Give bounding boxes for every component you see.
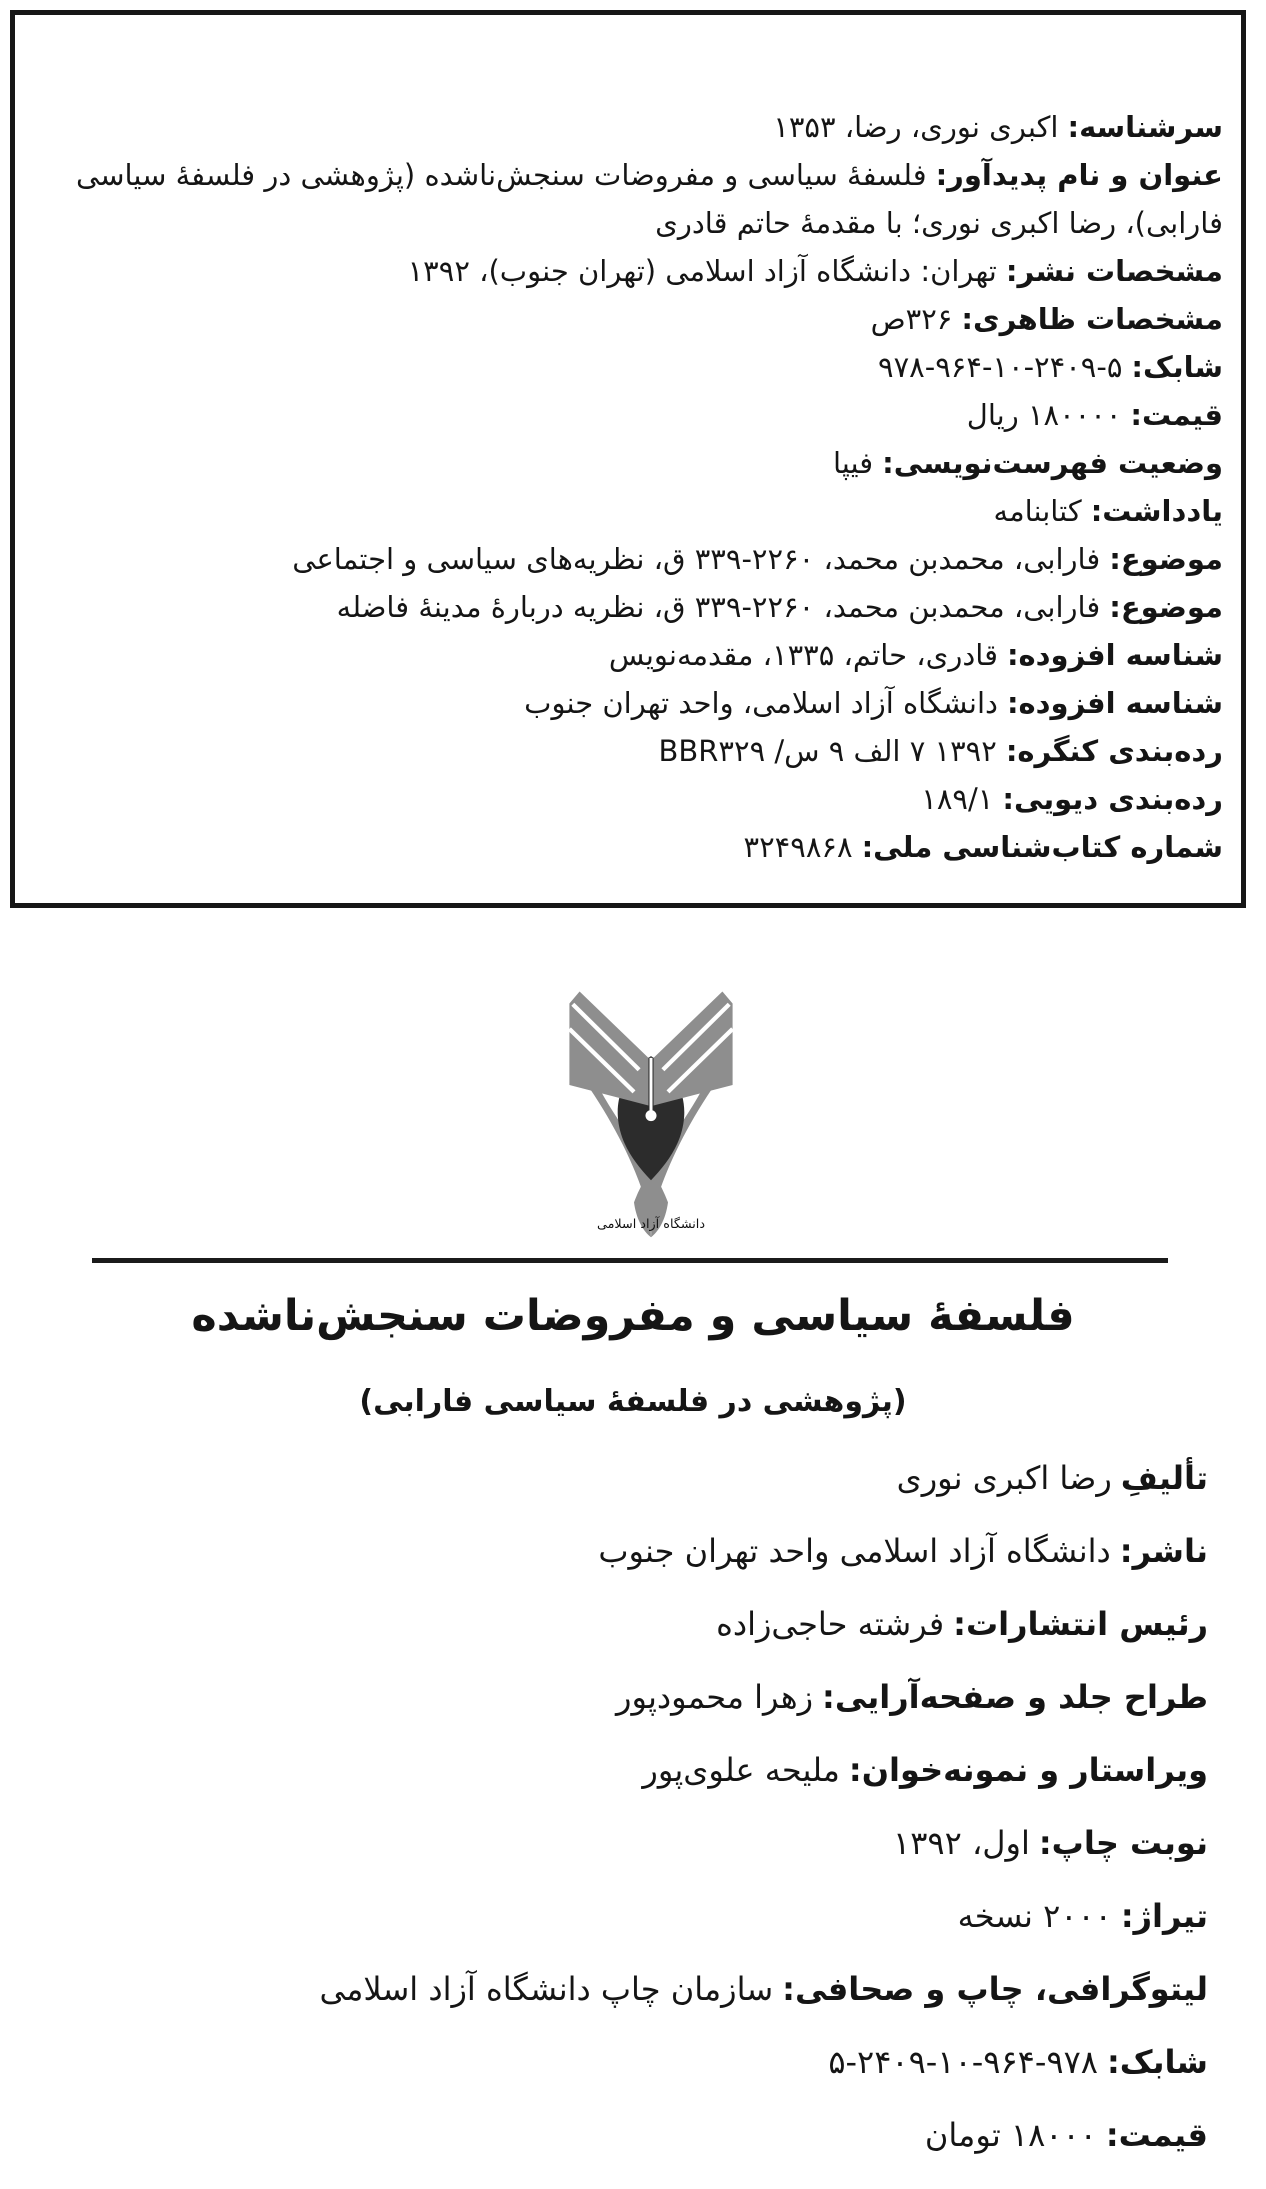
credit-row [58, 1441, 1208, 1514]
credit-value: سازمان چاپ دانشگاه آزاد اسلامی [319, 1969, 774, 2008]
cip-row [33, 343, 1223, 391]
cip-row-value: فارابی، محمدبن محمد، ۲۲۶۰-۳۳۹ ق، نظریه‌های سیاسی و اجتماعی [292, 542, 1101, 576]
credit-value: ۵-۲۴۰۹-۱۰-۹۶۴-۹۷۸ [828, 2042, 1098, 2081]
credit-row [58, 1514, 1208, 1587]
cip-row-value: ۱۸۹/۱ [921, 782, 994, 816]
credit-value: ۱۸۰۰۰ تومان [924, 2115, 1097, 2154]
credit-label: لیتوگرافی، چاپ و صحافی: [782, 1969, 1208, 2008]
university-emblem-icon [566, 984, 736, 1249]
credit-label: شابک: [1106, 2042, 1208, 2081]
cip-row-value: فیپا [832, 446, 874, 480]
cip-row-value: دانشگاه آزاد اسلامی، واحد تهران جنوب [524, 686, 998, 720]
book-subtitle: (پژوهشی در فلسفهٔ سیاسی فارابی) [359, 1384, 907, 1419]
cip-row [33, 727, 1223, 775]
credit-label: ناشر: [1119, 1531, 1208, 1570]
credit-value: فرشته حاجی‌زاده [716, 1604, 945, 1643]
credit-label: تألیفِ [1120, 1458, 1208, 1497]
logo-nib-hole [645, 1110, 656, 1121]
cip-row-label: رده‌بندی دیویی: [1002, 782, 1223, 816]
cip-row-label: شابک: [1131, 350, 1223, 384]
cip-row-value: فلسفهٔ سیاسی و مفروضات سنجش‌ناشده (پژوهشی در فلسفهٔ سیاسی [76, 158, 927, 192]
cip-row [33, 151, 1223, 199]
cip-row-value: فارابی، محمدبن محمد، ۲۲۶۰-۳۳۹ ق، نظریه دربارهٔ مدینهٔ فاضله [336, 590, 1101, 624]
cip-row [33, 199, 1223, 247]
credit-value: رضا اکبری نوری [896, 1458, 1112, 1497]
credit-label: رئیس انتشارات: [953, 1604, 1208, 1643]
cip-row-value: ۱۸۰۰۰۰ ریال [966, 398, 1122, 432]
credit-row [58, 1660, 1208, 1733]
cip-row-value: کتابنامه [993, 494, 1082, 528]
cip-row-value: فارابی)، رضا اکبری نوری؛ با مقدمهٔ حاتم قادری [655, 206, 1223, 240]
divider-rule [92, 1258, 1168, 1263]
credit-row [58, 1587, 1208, 1660]
cip-row [33, 535, 1223, 583]
cip-row [33, 247, 1223, 295]
cip-row-label: مشخصات نشر: [1005, 254, 1223, 288]
cip-row [33, 583, 1223, 631]
cip-row-value: ۳۲۴۹۸۶۸ [743, 830, 853, 864]
cip-row [33, 103, 1223, 151]
cip-row-value: تهران: دانشگاه آزاد اسلامی (تهران جنوب)، ۱۳۹۲ [407, 254, 997, 288]
cip-row-label: شماره کتاب‌شناسی ملی: [861, 830, 1223, 864]
publication-credits [58, 1441, 1208, 2171]
credit-value: اول، ۱۳۹۲ [893, 1823, 1030, 1862]
islamic-azad-university-logo [566, 984, 736, 1249]
cip-row [33, 823, 1223, 871]
cip-row-label: موضوع: [1109, 590, 1223, 624]
credit-row [58, 1806, 1208, 1879]
cip-row-label: عنوان و نام پدیدآور: [935, 158, 1223, 192]
cip-row-label: قیمت: [1130, 398, 1223, 432]
logo-right-wing [654, 992, 733, 1106]
credit-label: نوبت چاپ: [1038, 1823, 1208, 1862]
cip-row-value: ۵-۲۴۰۹-۱۰-۹۶۴-۹۷۸ [878, 350, 1123, 384]
credit-row [58, 2025, 1208, 2098]
cip-row [33, 679, 1223, 727]
cip-row [33, 631, 1223, 679]
credit-row [58, 2098, 1208, 2171]
cip-row-label: سرشناسه: [1067, 110, 1223, 144]
book-title: فلسفهٔ سیاسی و مفروضات سنجش‌ناشده [191, 1291, 1075, 1341]
cip-row-label: شناسه افزوده: [1006, 686, 1223, 720]
cip-row-label: شناسه افزوده: [1006, 638, 1223, 672]
credit-value: زهرا محمودپور [616, 1677, 814, 1716]
credit-row [58, 1733, 1208, 1806]
credit-value: ۲۰۰۰ نسخه [957, 1896, 1112, 1935]
cip-row [33, 391, 1223, 439]
cip-row-value: قادری، حاتم، ۱۳۳۵، مقدمه‌نویس [608, 638, 998, 672]
logo-left-wing [569, 992, 648, 1106]
credit-label: طراح جلد و صفحه‌آرایی: [822, 1677, 1208, 1716]
credit-label: تیراژ: [1120, 1896, 1208, 1935]
cip-cataloging-box [10, 10, 1246, 908]
cip-row [33, 439, 1223, 487]
cip-row [33, 295, 1223, 343]
logo-caption: دانشگاه آزاد اسلامی [596, 1216, 706, 1232]
cip-row-value: ۳۲۶ص [870, 302, 953, 336]
cip-row [33, 487, 1223, 535]
cip-row-label: مشخصات ظاهری: [961, 302, 1223, 336]
cip-row-value: ۱۳۹۲ ۷ الف ۹ س/ BBR۳۲۹ [658, 734, 997, 768]
cip-row-label: یادداشت: [1090, 494, 1223, 528]
credit-label: ویراستار و نمونه‌خوان: [848, 1750, 1208, 1789]
cip-row-value: اکبری نوری، رضا، ۱۳۵۳ [773, 110, 1059, 144]
credit-row [58, 1879, 1208, 1952]
cip-row [33, 775, 1223, 823]
credit-value: دانشگاه آزاد اسلامی واحد تهران جنوب [598, 1531, 1111, 1570]
credit-value: ملیحه علوی‌پور [642, 1750, 840, 1789]
cip-row-label: وضعیت فهرست‌نویسی: [882, 446, 1223, 480]
credit-label: قیمت: [1105, 2115, 1208, 2154]
cip-row-label: رده‌بندی کنگره: [1005, 734, 1223, 768]
credit-row [58, 1952, 1208, 2025]
cip-row-label: موضوع: [1109, 542, 1223, 576]
